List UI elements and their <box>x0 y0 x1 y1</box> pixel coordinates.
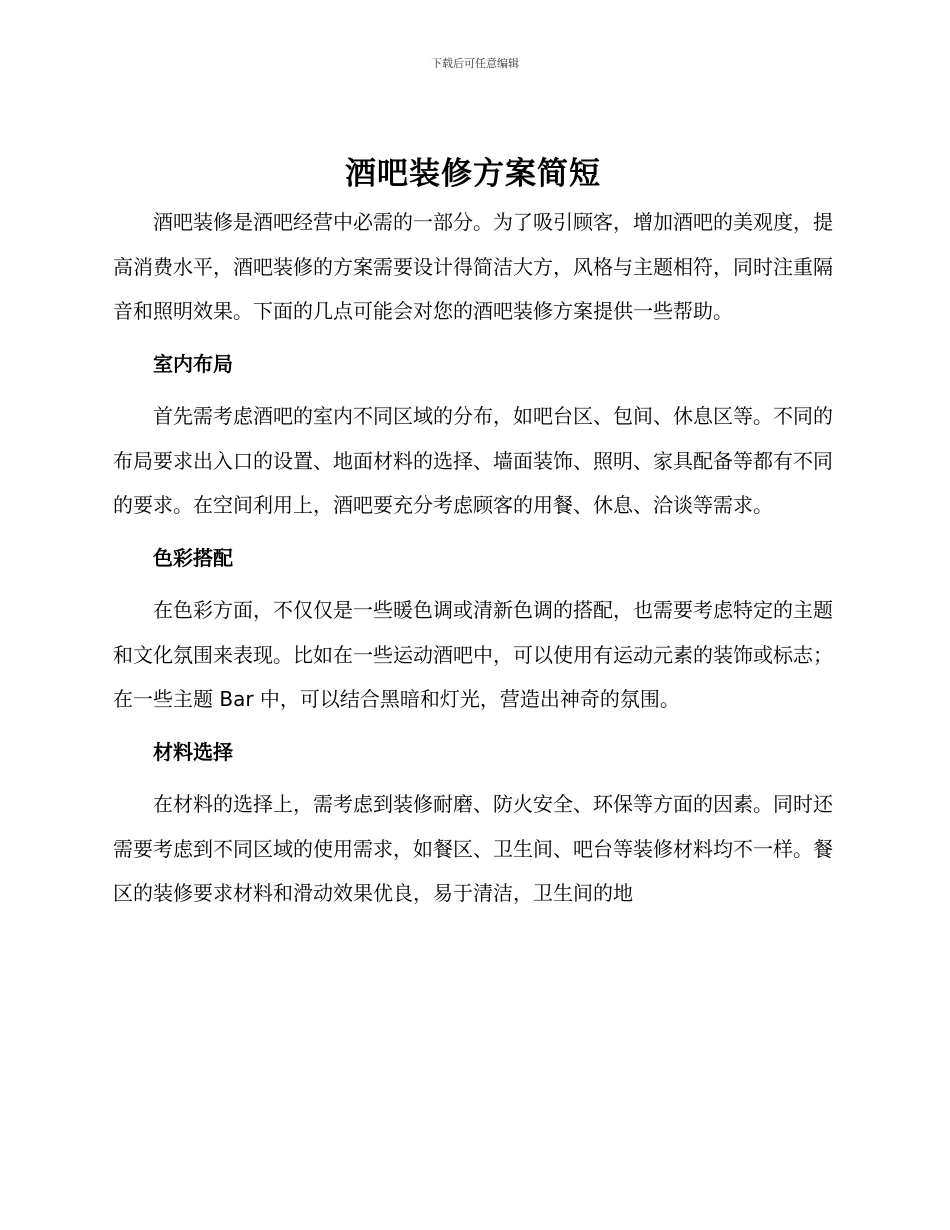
intro-paragraph: 酒吧装修是酒吧经营中必需的一部分。为了吸引顾客，增加酒吧的美观度，提高消费水平，酒吧装修的方案需要设计得简洁大方，风格与主题相符，同时注重隔音和照明效果。下面的几点可能会对您的酒吧装修方案提供一些帮助。 <box>113 210 833 323</box>
document-title: 酒吧装修方案简短 <box>345 156 601 192</box>
section-heading-materials: 材料选择 <box>153 739 233 764</box>
document-body <box>113 148 833 916</box>
section-heading-color: 色彩搭配 <box>153 545 233 570</box>
section-body-layout: 首先需考虑酒吧的室内不同区域的分布，如吧台区、包间、休息区等。不同的布局要求出入口的设置、地面材料的选择、墙面装饰、照明、家具配备等都有不同的要求。在空间利用上，酒吧要充分考虑顾客的用餐、休息、洽谈等需求。 <box>113 404 833 517</box>
section-body-color: 在色彩方面，不仅仅是一些暖色调或清新色调的搭配，也需要考虑特定的主题和文化氛围来表现。比如在一些运动酒吧中，可以使用有运动元素的装饰或标志；在一些主题 Bar 中，可以结合黑暗和灯光，营造出神奇的氛围。 <box>113 598 833 711</box>
section-heading-layout: 室内布局 <box>153 351 233 376</box>
section-body-materials: 在材料的选择上，需考虑到装修耐磨、防火安全、环保等方面的因素。同时还需要考虑到不同区域的使用需求，如餐区、卫生间、吧台等装修材料均不一样。餐区的装修要求材料和滑动效果优良，易于清洁，卫生间的地 <box>113 792 833 905</box>
header-note: 下载后可任意编辑 <box>431 57 519 70</box>
